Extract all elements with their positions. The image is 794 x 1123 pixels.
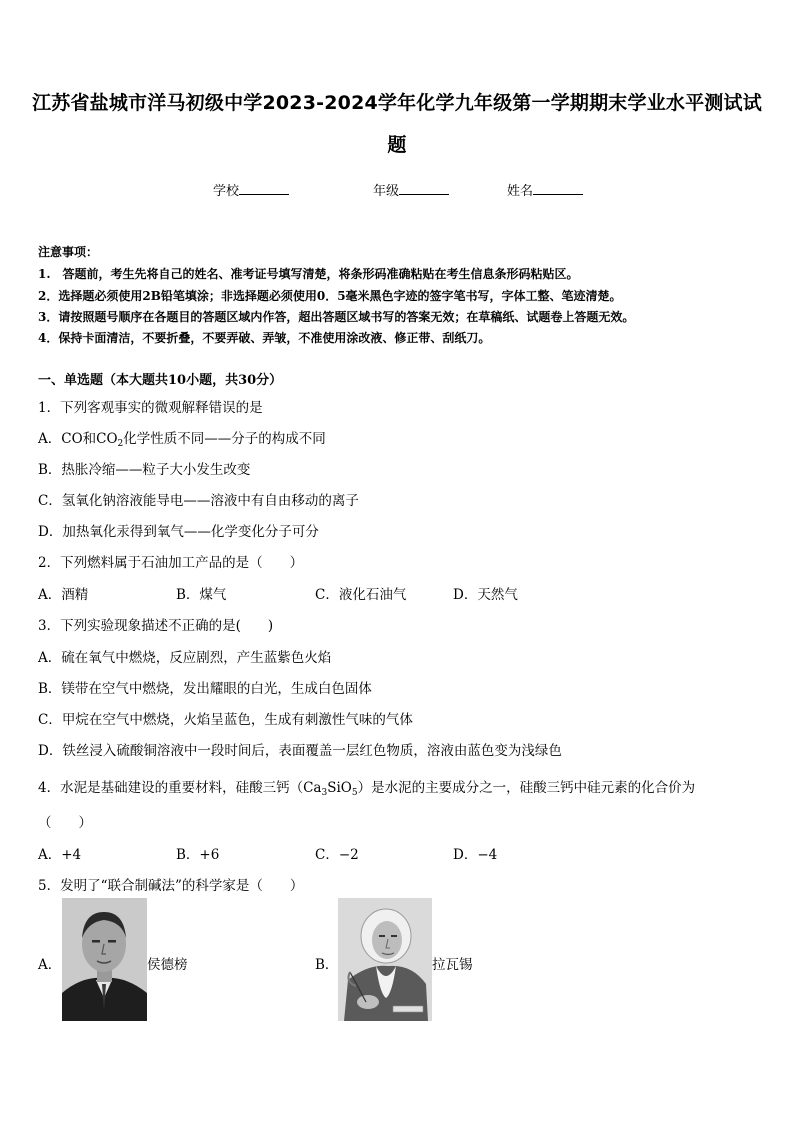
q4-sub-3: 3 xyxy=(321,788,328,798)
section-heading: 一、单选题（本大题共10小题，共30分） xyxy=(38,373,283,388)
question-3-option-c: C．甲烷在空气中燃烧，火焰呈蓝色，生成有刺激性气味的气体 xyxy=(38,712,413,728)
question-1-option-d: D．加热氧化汞得到氧气——化学变化分子可分 xyxy=(38,524,319,540)
grade-label: 年级 xyxy=(373,184,400,199)
question-4-option-c: C．−2 xyxy=(315,847,359,863)
name-blank xyxy=(533,182,583,195)
notice-item: 4．保持卡面清洁，不要折叠，不要弄破、弄皱，不准使用涂改液、修正带、刮纸刀。 xyxy=(38,331,491,345)
q4-formula-sio: SiO xyxy=(327,780,352,796)
question-5-stem: 5．发明了“联合制碱法”的科学家是（ ） xyxy=(38,878,304,894)
question-2-stem: 2．下列燃料属于石油加工产品的是（ ） xyxy=(38,555,304,571)
q4-stem-post: ）是水泥的主要成分之一，硅酸三钙中硅元素的化合价为 xyxy=(357,780,696,796)
school-blank xyxy=(239,182,289,195)
q1-a-subscript: 2 xyxy=(117,439,124,449)
question-3-option-a: A．硫在氧气中燃烧，反应剧烈，产生蓝紫色火焰 xyxy=(38,650,332,666)
question-2-option-a: A．酒精 xyxy=(38,587,89,603)
question-4-option-a: A．+4 xyxy=(38,847,82,863)
page-title: 江苏省盐城市洋马初级中学2023-2024学年化学九年级第一学期期末学业水平测试试 xyxy=(32,92,762,114)
portrait-image xyxy=(62,898,147,1021)
portrait-lavoisier xyxy=(338,898,432,1021)
grade-field xyxy=(373,180,449,199)
question-2-option-c: C．液化石油气 xyxy=(315,587,407,603)
question-4-option-d: D．−4 xyxy=(453,847,498,863)
question-3-option-d: D．铁丝浸入硫酸铜溶液中一段时间后，表面覆盖一层红色物质，溶液由蓝色变为浅绿色 xyxy=(38,743,562,759)
question-5-option-a-name: 侯德榜 xyxy=(147,957,188,973)
question-1-option-a xyxy=(38,427,326,447)
question-4-option-b: B．+6 xyxy=(176,847,220,863)
question-5-option-b-label: B． xyxy=(315,957,339,973)
question-2-option-d: D．天然气 xyxy=(453,587,518,603)
question-4-stem xyxy=(38,776,695,796)
q1-a-text: A．CO和CO xyxy=(38,431,118,447)
question-3-option-b: B．镁带在空气中燃烧，发出耀眼的白光，生成白色固体 xyxy=(38,681,372,697)
question-5-option-a-label: A． xyxy=(38,957,62,973)
question-1-option-c: C．氢氧化钠溶液能导电——溶液中有自由移动的离子 xyxy=(38,493,359,509)
question-5-option-b-name: 拉瓦锡 xyxy=(432,957,473,973)
portrait-hou-debang xyxy=(62,898,147,1021)
question-1-stem: 1．下列客观事实的微观解释错误的是 xyxy=(38,400,263,416)
question-1-option-b: B．热胀冷缩——粒子大小发生改变 xyxy=(38,462,251,478)
notice-item: 2．选择题必须使用2B铅笔填涂；非选择题必须使用0．5毫米黑色字迹的签字笔书写，字体工整、笔迹清楚。 xyxy=(38,289,622,303)
q4-sub-5: 5 xyxy=(351,788,358,798)
name-field xyxy=(507,180,583,199)
page-title-continued: 题 xyxy=(387,134,407,156)
notice-item: 1. 答题前，考生先将自己的姓名、准考证号填写清楚，将条形码准确粘贴在考生信息条形码粘贴区。 xyxy=(38,267,579,281)
question-3-stem: 3．下列实验现象描述不正确的是( ) xyxy=(38,618,274,634)
notice-heading: 注意事项： xyxy=(38,245,99,259)
q1-a-text-post: 化学性质不同——分子的构成不同 xyxy=(123,431,326,447)
q4-stem-pre: 4．水泥是基础建设的重要材料，硅酸三钙（ xyxy=(38,780,304,796)
question-4-paren: （ ） xyxy=(38,815,92,831)
school-label: 学校 xyxy=(213,184,240,199)
portrait-image xyxy=(338,898,432,1021)
grade-blank xyxy=(399,182,449,195)
name-label: 姓名 xyxy=(507,184,534,199)
notice-item: 3．请按照题号顺序在各题目的答题区域内作答，超出答题区域书写的答案无效；在草稿纸、试题卷上答题无效。 xyxy=(38,310,635,324)
question-2-option-b: B．煤气 xyxy=(176,587,227,603)
school-field xyxy=(213,180,289,199)
q4-formula-ca: Ca xyxy=(303,780,322,796)
